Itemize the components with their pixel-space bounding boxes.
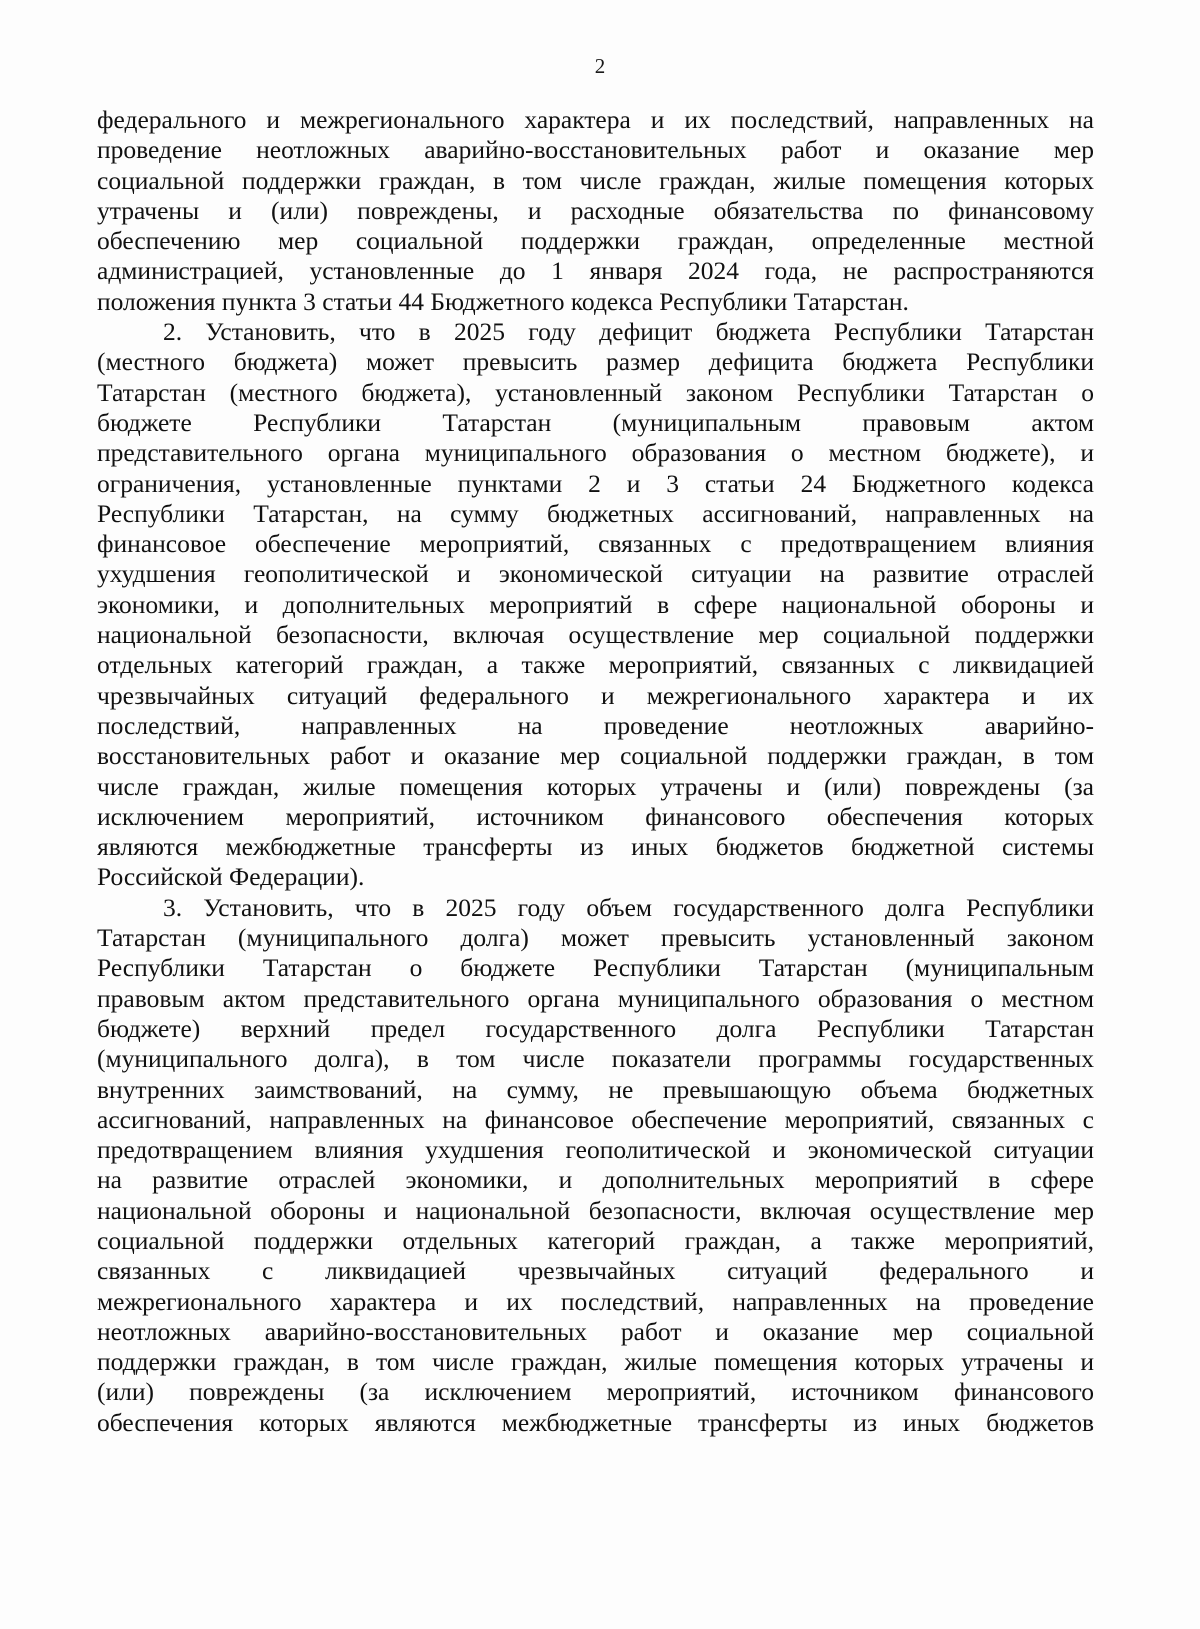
text-line: социальной поддержки граждан, в том числе граждан, жилые помещения которых [97, 165, 1094, 195]
text-line: числе граждан, жилые помещения которых утрачены и (или) повреждены (за [97, 771, 1094, 801]
text-line: ухудшения геополитической и экономической ситуации на развитие отраслей [97, 559, 1094, 589]
text-line: межрегионального характера и их последствий, направленных на проведение [97, 1286, 1094, 1316]
text-line: обеспечению мер социальной поддержки граждан, определенные местной [97, 226, 1094, 256]
text-line: финансовое обеспечение мероприятий, связанных с предотвращением влияния [97, 529, 1094, 559]
text-line: (муниципального долга), в том числе показатели программы государственных [97, 1044, 1094, 1074]
text-line: (или) повреждены (за исключением мероприятий, источником финансового [97, 1377, 1094, 1407]
text-line: национальной обороны и национальной безопасности, включая осуществление мер [97, 1195, 1094, 1225]
text-line: ассигнований, направленных на финансовое обеспечение мероприятий, связанных с [97, 1104, 1094, 1134]
text-line: внутренних заимствований, на сумму, не превышающую объема бюджетных [97, 1074, 1094, 1104]
text-line: правовым актом представительного органа муниципального образования о местном [97, 983, 1094, 1013]
text-line: федерального и межрегионального характера и их последствий, направленных на [97, 105, 1094, 134]
text-line: бюджете) верхний предел государственного долга Республики Татарстан [97, 1013, 1094, 1043]
text-line: обеспечения которых являются межбюджетные трансферты из иных бюджетов [97, 1407, 1094, 1437]
text-line: являются межбюджетные трансферты из иных бюджетов бюджетной системы [97, 832, 1094, 862]
text-line: отдельных категорий граждан, а также мероприятий, связанных с ликвидацией [97, 650, 1094, 680]
text-line: (местного бюджета) может превысить размер дефицита бюджета Республики [97, 347, 1094, 377]
text-line: национальной безопасности, включая осуществление мер социальной поддержки [97, 620, 1094, 650]
text-line: утрачены и (или) повреждены, и расходные обязательства по финансовому [97, 195, 1094, 225]
text-line: последствий, направленных на проведение неотложных аварийно- [97, 710, 1094, 740]
page-number: 2 [594, 54, 606, 78]
text-line: связанных с ликвидацией чрезвычайных ситуаций федерального и [97, 1256, 1094, 1286]
text-line: исключением мероприятий, источником финансового обеспечения которых [97, 801, 1094, 831]
text-line: поддержки граждан, в том числе граждан, жилые помещения которых утрачены и [97, 1347, 1094, 1377]
text-line: проведение неотложных аварийно-восстановительных работ и оказание мер [97, 135, 1094, 165]
text-line: Татарстан (муниципального долга) может превысить установленный законом [97, 923, 1094, 953]
text-line: представительного органа муниципального образования о местном бюджете), и [97, 438, 1094, 468]
text-line: экономики, и дополнительных мероприятий в сфере национальной обороны и [97, 589, 1094, 619]
text-line: Российской Федерации). [97, 862, 365, 892]
document-body [97, 105, 1094, 1438]
text-line: предотвращением влияния ухудшения геополитической и экономической ситуации [97, 1135, 1094, 1165]
text-line: Республики Татарстан о бюджете Республики Татарстан (муниципальным [97, 953, 1094, 983]
text-line: ограничения, установленные пунктами 2 и 3 статьи 24 Бюджетного кодекса [97, 468, 1094, 498]
text-line: социальной поддержки отдельных категорий граждан, а также мероприятий, [97, 1225, 1094, 1255]
text-line: Республики Татарстан, на сумму бюджетных ассигнований, направленных на [97, 498, 1094, 528]
text-line: администрацией, установленные до 1 января 2024 года, не распространяются [97, 256, 1094, 286]
text-line: восстановительных работ и оказание мер социальной поддержки граждан, в том [97, 741, 1094, 771]
text-line: бюджете Республики Татарстан (муниципальным правовым актом [97, 407, 1094, 437]
text-line: неотложных аварийно-восстановительных работ и оказание мер социальной [97, 1316, 1094, 1346]
text-line: 3. Установить, что в 2025 году объем государственного долга Республики [163, 892, 1094, 922]
text-line: чрезвычайных ситуаций федерального и межрегионального характера и их [97, 680, 1094, 710]
text-line: Татарстан (местного бюджета), установленный законом Республики Татарстан о [97, 377, 1094, 407]
text-line: на развитие отраслей экономики, и дополнительных мероприятий в сфере [97, 1165, 1094, 1195]
text-line: 2. Установить, что в 2025 году дефицит бюджета Республики Татарстан [163, 317, 1094, 347]
text-line: положения пункта 3 статьи 44 Бюджетного кодекса Республики Татарстан. [97, 286, 909, 316]
